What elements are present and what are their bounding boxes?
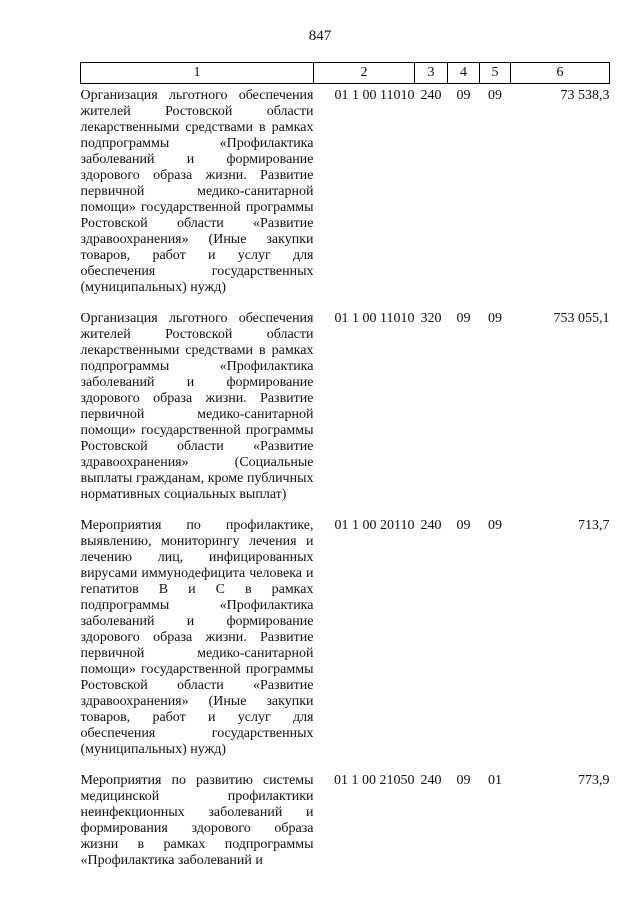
header-cell-4: 4 — [448, 63, 480, 84]
row-name: Мероприятия по развитию системы медицинской профилактики неинфекционных заболеваний и формирования здорового образа жизни в рамках подпрограммы «Профилактика заболеваний и — [80, 773, 314, 868]
row-expense-type: 320 — [420, 311, 442, 326]
row-code: 01 1 00 20110 — [334, 518, 415, 533]
row-name: Организация льготного обеспечения жителей Ростовской области лекарственными средствами в рамках подпрограммы «Профилактика заболеваний и формирование здорового образа жизни. Развитие первичной медико-санитарной помощи» государственной программы Ростовской области «Развитие здравоохранения» (Иные закупки товаров, работ и услуг для обеспечения государственных (муниципальных) нужд) — [80, 88, 314, 295]
row-section: 09 — [456, 88, 471, 103]
header-row — [81, 63, 610, 84]
header-cell-6: 6 — [511, 63, 610, 84]
header-cell-5: 5 — [480, 63, 511, 84]
row-amount: 713,7 — [578, 518, 610, 533]
page-number: 847 — [308, 28, 332, 44]
row-name: Организация льготного обеспечения жителей Ростовской области лекарственными средствами в рамках подпрограммы «Профилактика заболеваний и формирование здорового образа жизни. Развитие первичной медико-санитарной помощи» государственной программы Ростовской области «Развитие здравоохранения» (Социальные выплаты гражданам, кроме публичных нормативных социальных выплат) — [80, 311, 314, 502]
table-row — [81, 773, 610, 883]
table-body — [81, 84, 610, 884]
row-name-cell — [81, 773, 314, 883]
row-name: Мероприятия по профилактике, выявлению, мониторингу лечения и лечению лиц, инфицированных вирусами иммунодефицита человека и гепатитов B и C в рамках подпрограммы «Профилактика заболеваний и формирование здорового образа жизни. Развитие первичной медико-санитарной помощи» государственной программы Ростовской области «Развитие здравоохранения» (Иные закупки товаров, работ и услуг для обеспечения государственных (муниципальных) нужд) — [80, 518, 314, 757]
row-section: 09 — [456, 773, 471, 788]
row-subsection: 09 — [488, 311, 502, 326]
row-subsection: 01 — [488, 773, 502, 788]
header-cell-1: 1 — [81, 63, 314, 84]
row-amount: 73 538,3 — [560, 88, 610, 103]
row-expense-type: 240 — [420, 88, 442, 103]
row-code: 01 1 00 11010 — [334, 311, 415, 326]
row-subsection: 09 — [488, 518, 502, 533]
table-row — [81, 311, 610, 518]
budget-table — [80, 62, 610, 883]
row-code: 01 1 00 21050 — [334, 773, 415, 788]
row-section: 09 — [456, 518, 471, 533]
table-row — [81, 84, 610, 312]
table-row — [81, 518, 610, 773]
row-subsection: 09 — [488, 88, 502, 103]
row-expense-type: 240 — [420, 518, 442, 533]
row-expense-type: 240 — [420, 773, 442, 788]
table-header — [81, 63, 610, 84]
header-cell-3: 3 — [415, 63, 448, 84]
row-code: 01 1 00 11010 — [334, 88, 415, 103]
row-amount: 753 055,1 — [553, 311, 610, 326]
row-amount: 773,9 — [578, 773, 610, 788]
row-section: 09 — [456, 311, 471, 326]
header-cell-2: 2 — [314, 63, 415, 84]
